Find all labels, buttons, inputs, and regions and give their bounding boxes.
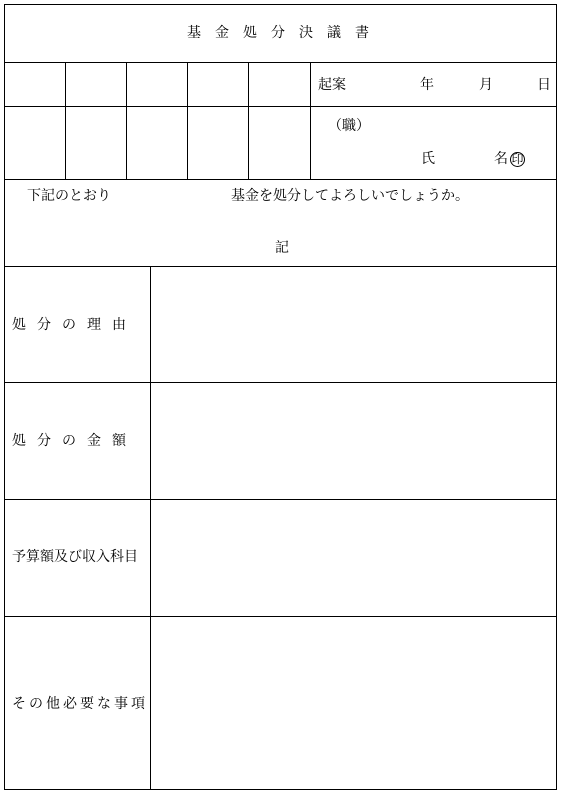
draft-label: 起案 — [318, 77, 346, 93]
day-label: 日 — [537, 77, 551, 93]
request-body: 基金を処分してよろしいでしょうか。 — [231, 188, 469, 204]
name-label: 名 印 — [494, 151, 524, 167]
request-prefix: 下記のとおり — [27, 188, 111, 204]
row-label-reason: 処分の理由 — [12, 317, 137, 333]
row-label-budget: 予算額及び収入科目 — [12, 549, 138, 565]
form-title: 基金処分決議書 — [187, 25, 383, 41]
ki-mark: 記 — [275, 240, 289, 256]
seal-mark: 印 — [511, 152, 524, 166]
surname-label: 氏 — [421, 151, 435, 167]
year-label: 年 — [420, 77, 434, 93]
stamp-column-divider — [248, 62, 249, 179]
stamp-column-divider — [187, 62, 188, 179]
divider — [5, 266, 556, 267]
month-label: 月 — [479, 77, 493, 93]
divider — [5, 106, 556, 107]
divider — [5, 382, 556, 383]
position-label: （職） — [328, 118, 370, 134]
label-column-divider — [150, 266, 151, 789]
row-label-amount: 処分の金額 — [12, 433, 137, 449]
decision-form — [4, 4, 557, 790]
divider — [5, 499, 556, 500]
row-label-other: その他必要な事項 — [12, 696, 148, 712]
divider — [5, 62, 556, 63]
stamp-column-divider — [65, 62, 66, 179]
stamp-column-divider — [126, 62, 127, 179]
divider — [5, 179, 556, 180]
stamp-column-divider — [310, 62, 311, 179]
divider — [5, 616, 556, 617]
